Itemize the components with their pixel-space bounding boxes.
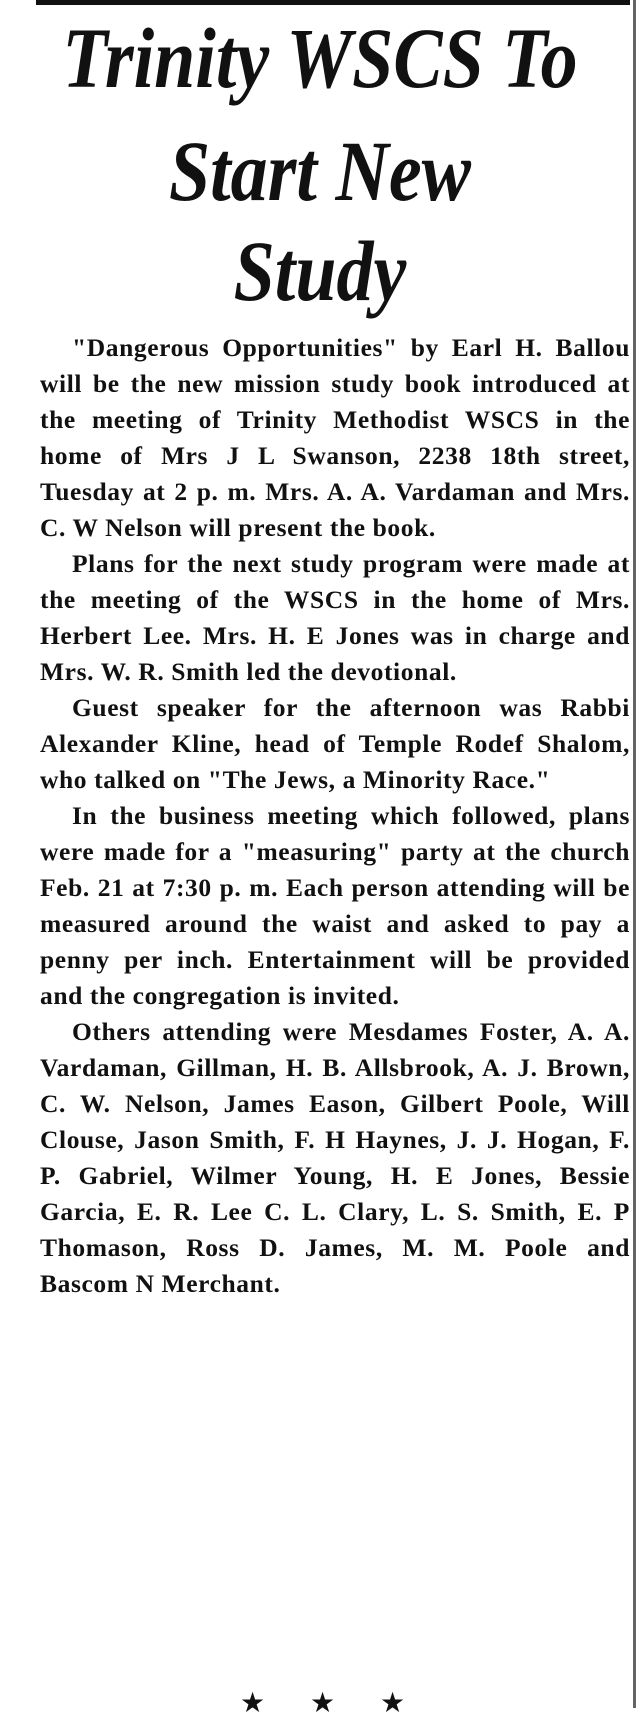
headline-line-2: Start New — [168, 123, 472, 219]
top-rule — [36, 0, 630, 5]
paragraph-1: "Dangerous Opportunities" by Earl H. Ballou will be the new mission study book introduced at the meeting of Trinity Methodist WSCS in the home of Mrs J L Swanson, 2238 18th street, Tuesday at 2 p. m. Mrs. A. A. Vardaman and Mrs. C. W Nelson will present the book. — [40, 333, 630, 542]
article-body — [40, 330, 630, 1302]
headline-line-1: Trinity WSCS To — [62, 10, 578, 106]
paragraph-3: Guest speaker for the afternoon was Rabbi Alexander Kline, head of Temple Rodef Shalom, who talked on "The Jews, a Minority Race." — [40, 693, 630, 794]
paragraph-2: Plans for the next study program were made at the meeting of the WSCS in the home of Mrs. Herbert Lee. Mrs. H. E Jones was in charge and Mrs. W. R. Smith led the devotional. — [40, 549, 630, 686]
separator-stars: ★ ★ ★ — [240, 1686, 424, 1719]
paragraph-4: In the business meeting which followed, plans were made for a "measuring" party at the church Feb. 21 at 7:30 p. m. Each person attending will be measured around the waist and asked to pay a penny per inch. Entertainment will be provided and the congregation is invited. — [40, 801, 630, 1010]
paragraph-5: Others attending were Mesdames Foster, A. A. Vardaman, Gillman, H. B. Allsbrook, A. J. Brown, C. W. Nelson, James Eason, Gilbert Poole, Will Clouse, Jason Smith, F. H Haynes, J. J. Hogan, F. P. Gabriel, Wilmer Young, H. E Jones, Bessie Garcia, E. R. Lee C. L. Clary, L. S. Smith, E. P Thomason, Ross D. James, M. M. Poole and Bascom N Merchant. — [40, 1017, 630, 1298]
column-edge-rule — [633, 0, 636, 1708]
headline-line-3: Study — [233, 223, 407, 319]
